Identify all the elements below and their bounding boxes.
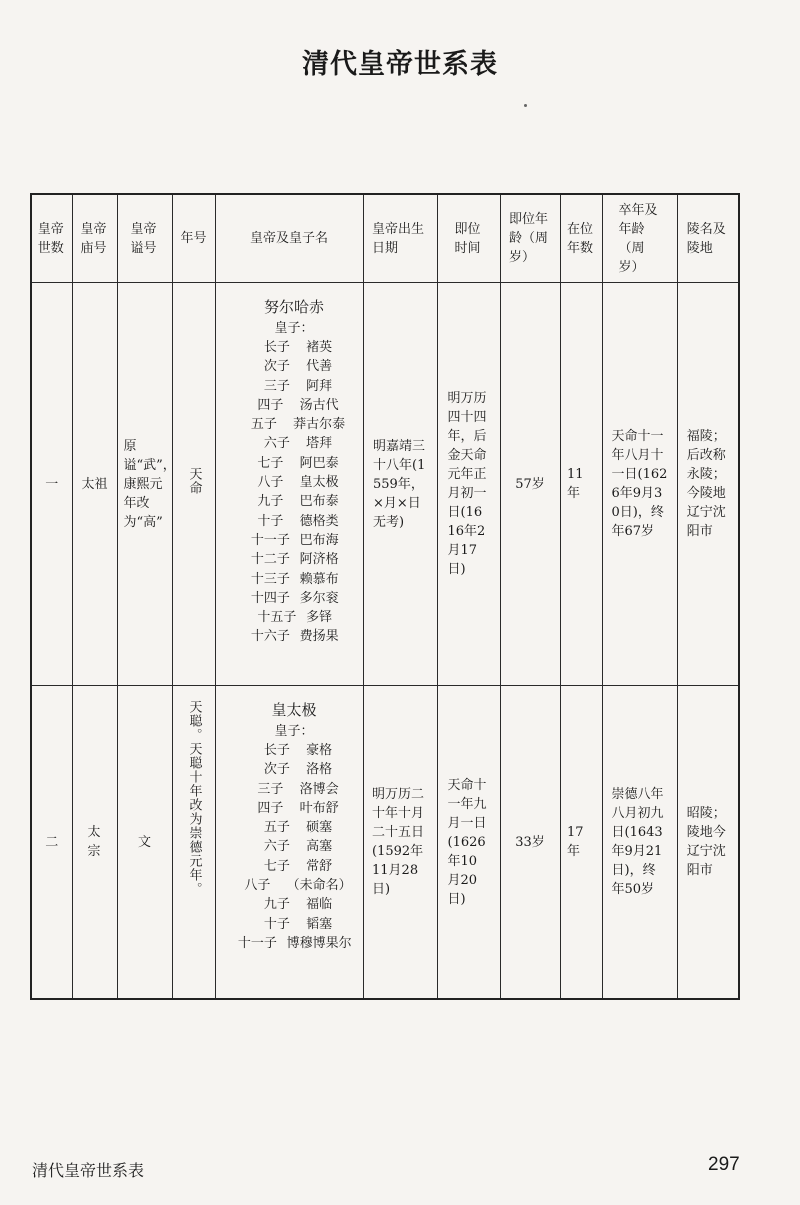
- son-entry: [226, 608, 363, 627]
- son-entry: [226, 837, 363, 856]
- birth-date-cell: 明万历二十年十月二十五日(1592年11月28日): [363, 686, 437, 1000]
- emperor-sons-cell: [215, 686, 363, 1000]
- son-name: 高塞: [306, 839, 333, 855]
- son-name: 代善: [306, 359, 333, 375]
- temple-name-cell: 太宗: [72, 686, 117, 1000]
- son-name: 巴布泰: [299, 494, 339, 510]
- son-ordinal: 六子: [263, 436, 290, 452]
- son-entry: [226, 377, 363, 396]
- emperor-name: 努尔哈赤: [263, 298, 324, 316]
- era-name-cell: 天聪。天聪十年改为崇德元年。: [172, 686, 215, 1000]
- son-name: 费扬果: [299, 629, 339, 645]
- header-years-on-throne: 在位年数: [560, 194, 602, 283]
- son-name: 莽古尔泰: [293, 417, 346, 433]
- posthumous-name-cell: 文: [117, 686, 172, 1000]
- son-ordinal: 四子: [257, 800, 284, 816]
- son-name: 巴布海: [299, 532, 339, 548]
- era-name-cell: 天命: [172, 283, 215, 686]
- son-name: 博穆博果尔: [286, 935, 352, 951]
- temple-name-cell: 太祖: [72, 283, 117, 686]
- son-ordinal: 九子: [257, 494, 284, 510]
- son-name: 多铎: [306, 610, 333, 626]
- son-ordinal: 三子: [263, 378, 290, 394]
- son-entry: [226, 531, 363, 550]
- son-name: 多尔衮: [299, 590, 339, 606]
- son-entry: [226, 357, 363, 376]
- son-ordinal: 十一子: [237, 935, 277, 951]
- header-generation: 皇帝世数: [31, 194, 72, 283]
- emperor-name: 皇太极: [271, 701, 317, 719]
- son-ordinal: 十二子: [250, 552, 290, 568]
- son-ordinal: 长子: [263, 340, 290, 355]
- son-ordinal: 次子: [263, 359, 290, 375]
- son-ordinal: 六子: [263, 839, 290, 855]
- header-row: [31, 194, 739, 283]
- son-name: 阿巴泰: [299, 455, 339, 471]
- ink-speck: [524, 104, 527, 107]
- son-entry: [226, 454, 363, 473]
- son-entry: [226, 895, 363, 914]
- son-name: 褚英: [306, 340, 333, 355]
- son-name: 阿济格: [299, 552, 339, 568]
- son-entry: [226, 589, 363, 608]
- birth-date-cell: 明嘉靖三十八年(1559年，×月×日无考): [363, 283, 437, 686]
- son-entry: [226, 876, 363, 895]
- son-ordinal: 十一子: [250, 532, 290, 548]
- son-name: （未命名）: [286, 878, 352, 894]
- tomb-cell: 昭陵；陵地今辽宁沈阳市: [677, 686, 739, 1000]
- sons-label: 皇子：: [274, 724, 314, 739]
- header-temple-name: 皇帝庙号: [72, 194, 117, 283]
- son-ordinal: 长子: [263, 743, 290, 758]
- header-accession-age: 即位年龄（周岁）: [500, 194, 560, 283]
- years-on-throne-cell: 17年: [560, 686, 602, 1000]
- son-ordinal: 九子: [263, 897, 290, 913]
- son-entry: [226, 434, 363, 453]
- son-ordinal: 四子: [257, 397, 284, 413]
- header-tomb: 陵名及陵地: [677, 194, 739, 283]
- header-posthumous-name: 皇帝谥号: [117, 194, 172, 283]
- accession-time-cell: 明万历四十四年，后金天命元年正月初一日(1616年2月17日): [437, 283, 500, 686]
- son-ordinal: 三子: [257, 781, 284, 797]
- accession-time-cell: 天命十一年九月一日(1626年10月20日): [437, 686, 500, 1000]
- accession-age-cell: 33岁: [500, 686, 560, 1000]
- emperor-sons-cell: [215, 283, 363, 686]
- running-footer-title: 清代皇帝世系表: [32, 1161, 145, 1180]
- son-ordinal: 十六子: [250, 629, 290, 645]
- header-emperor-and-sons: 皇帝及皇子名: [215, 194, 363, 283]
- emperor-genealogy-table: [30, 193, 740, 1000]
- son-entry: [226, 915, 363, 934]
- son-ordinal: 七子: [263, 858, 290, 874]
- son-entry: [226, 934, 363, 953]
- son-ordinal: 八子: [257, 475, 284, 491]
- header-death-and-age: 卒年及年龄（周岁）: [602, 194, 677, 283]
- header-birth-date: 皇帝出生日期: [363, 194, 437, 283]
- generation-cell: 一: [31, 283, 72, 686]
- son-entry: [226, 760, 363, 779]
- son-name: 洛格: [306, 762, 333, 778]
- son-name: 豪格: [306, 743, 333, 758]
- page-title: 清代皇帝世系表: [302, 49, 498, 80]
- header-era-name: 年号: [172, 194, 215, 283]
- generation-cell: 二: [31, 686, 72, 1000]
- son-ordinal: 五子: [250, 417, 277, 433]
- son-name: 韬塞: [306, 916, 333, 932]
- son-entry: [226, 799, 363, 818]
- son-name: 德格类: [299, 513, 339, 529]
- son-ordinal: 次子: [263, 762, 290, 778]
- son-name: 叶布舒: [299, 800, 339, 816]
- son-name: 汤古代: [299, 397, 339, 413]
- son-name: 皇太极: [299, 475, 339, 491]
- son-name: 赖慕布: [299, 571, 339, 587]
- son-entry: [226, 512, 363, 531]
- son-name: 塔拜: [306, 436, 333, 452]
- son-entry: [226, 492, 363, 511]
- son-entry: [226, 550, 363, 569]
- son-entry: [226, 570, 363, 589]
- sons-label: 皇子：: [274, 321, 314, 336]
- son-ordinal: 七子: [257, 455, 284, 471]
- son-name: 常舒: [306, 858, 333, 874]
- son-ordinal: 十三子: [250, 571, 290, 587]
- son-ordinal: 十四子: [250, 590, 290, 606]
- posthumous-name-cell: 原谥“武”，康熙元年改为“高”: [117, 283, 172, 686]
- son-ordinal: 十子: [263, 916, 290, 932]
- page-number: 297: [708, 1154, 740, 1175]
- son-ordinal: 十子: [257, 513, 284, 529]
- son-entry: [226, 857, 363, 876]
- sons-list: [226, 741, 363, 953]
- header-accession-time: 即位时间: [437, 194, 500, 283]
- son-name: 硕塞: [306, 820, 333, 836]
- son-entry: [226, 780, 363, 799]
- son-entry: [226, 741, 363, 760]
- son-name: 洛博会: [299, 781, 339, 797]
- son-ordinal: 八子: [244, 878, 271, 894]
- son-entry: [226, 396, 363, 415]
- death-cell: 天命十一年八月十一日(1626年9月30日)，终年67岁: [602, 283, 677, 686]
- tomb-cell: 福陵；后改称永陵；今陵地辽宁沈阳市: [677, 283, 739, 686]
- table-row: [31, 283, 739, 686]
- accession-age-cell: 57岁: [500, 283, 560, 686]
- son-entry: [226, 818, 363, 837]
- sons-list: [226, 338, 363, 647]
- son-entry: [226, 627, 363, 646]
- son-ordinal: 十五子: [257, 610, 297, 626]
- son-name: 阿拜: [306, 378, 333, 394]
- son-entry: [226, 415, 363, 434]
- death-cell: 崇德八年八月初九日(1643年9月21日)，终年50岁: [602, 686, 677, 1000]
- son-entry: [226, 473, 363, 492]
- son-entry: [226, 338, 363, 357]
- son-name: 福临: [306, 897, 333, 913]
- years-on-throne-cell: 11年: [560, 283, 602, 686]
- table-row: [31, 686, 739, 1000]
- son-ordinal: 五子: [263, 820, 290, 836]
